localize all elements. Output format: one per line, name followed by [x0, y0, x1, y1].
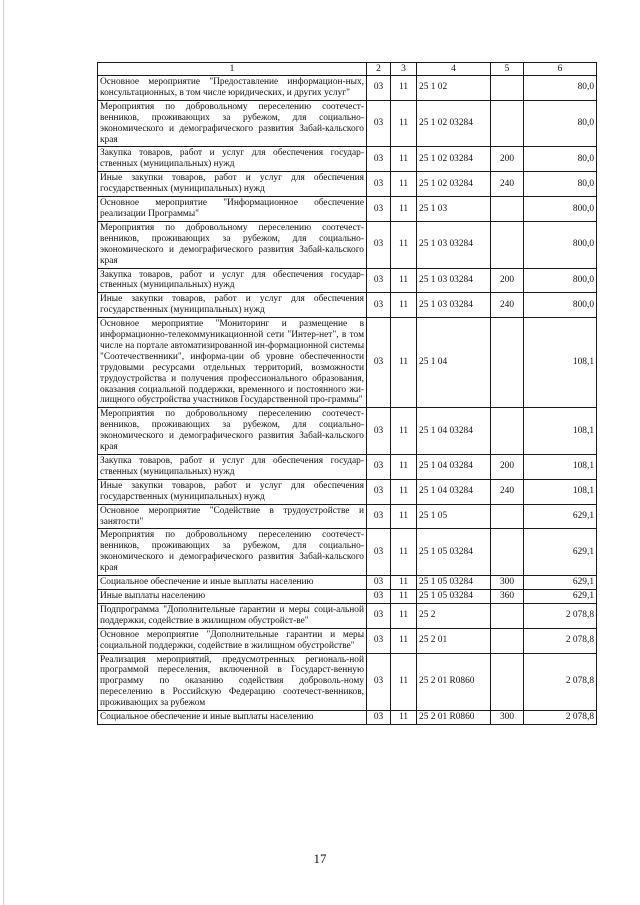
row-subsection: 11: [391, 268, 417, 293]
row-target-code: 25 1 05: [417, 504, 491, 529]
table-row: [98, 221, 597, 268]
row-subsection: 11: [391, 100, 417, 147]
row-expense-type: [491, 221, 524, 268]
table-row: [98, 147, 597, 172]
row-amount: 629,1: [524, 576, 597, 590]
row-subsection: 11: [391, 147, 417, 172]
row-section: 03: [367, 711, 391, 725]
row-section: 03: [367, 529, 391, 576]
row-expense-type: 200: [491, 147, 524, 172]
row-subsection: 11: [391, 455, 417, 480]
row-target-code: 25 1 04 03284: [417, 455, 491, 480]
row-name: Мероприятия по добровольному переселению соотечест-венников, проживающих за рубежом, для социально-экономического и демографического развития Забай-кальского края: [98, 408, 367, 455]
table-row: [98, 653, 597, 711]
row-expense-type: [491, 603, 524, 628]
header-col-2: 2: [367, 63, 391, 76]
table-row: [98, 589, 597, 603]
row-target-code: 25 1 02: [417, 76, 491, 101]
row-target-code: 25 1 03 03284: [417, 293, 491, 318]
header-col-6: 6: [524, 63, 597, 76]
row-target-code: 25 2 01 R0860: [417, 711, 491, 725]
row-section: 03: [367, 268, 391, 293]
row-name: Мероприятия по добровольному переселению соотечест-венников, проживающих за рубежом, для социально-экономического и демографического развития Забай-кальского края: [98, 529, 367, 576]
row-expense-type: [491, 628, 524, 653]
row-subsection: 11: [391, 628, 417, 653]
row-section: 03: [367, 318, 391, 408]
row-amount: 629,1: [524, 529, 597, 576]
row-target-code: 25 1 02 03284: [417, 100, 491, 147]
row-target-code: 25 2: [417, 603, 491, 628]
row-section: 03: [367, 504, 391, 529]
header-col-4: 4: [417, 63, 491, 76]
table-row: [98, 268, 597, 293]
row-expense-type: [491, 100, 524, 147]
row-amount: 108,1: [524, 455, 597, 480]
row-subsection: 11: [391, 529, 417, 576]
row-subsection: 11: [391, 221, 417, 268]
row-section: 03: [367, 455, 391, 480]
budget-table: [97, 62, 597, 725]
row-expense-type: [491, 76, 524, 101]
row-amount: 108,1: [524, 408, 597, 455]
row-section: 03: [367, 197, 391, 222]
row-subsection: 11: [391, 479, 417, 504]
table-row: [98, 603, 597, 628]
row-section: 03: [367, 293, 391, 318]
row-name: Иные закупки товаров, работ и услуг для обеспечения государственных (муниципальных) нужд: [98, 479, 367, 504]
table-row: [98, 504, 597, 529]
row-subsection: 11: [391, 293, 417, 318]
row-target-code: 25 1 03 03284: [417, 268, 491, 293]
row-subsection: 11: [391, 653, 417, 711]
row-amount: 80,0: [524, 147, 597, 172]
row-expense-type: 240: [491, 293, 524, 318]
row-expense-type: [491, 408, 524, 455]
row-expense-type: [491, 197, 524, 222]
row-target-code: 25 1 02 03284: [417, 147, 491, 172]
row-amount: 2 078,8: [524, 628, 597, 653]
row-amount: 80,0: [524, 76, 597, 101]
row-expense-type: 240: [491, 479, 524, 504]
row-amount: 800,0: [524, 293, 597, 318]
row-subsection: 11: [391, 576, 417, 590]
row-amount: 80,0: [524, 172, 597, 197]
table-row: [98, 479, 597, 504]
header-col-3: 3: [391, 63, 417, 76]
row-section: 03: [367, 628, 391, 653]
row-name: Социальное обеспечение и иные выплаты населению: [98, 711, 367, 725]
table-row: [98, 408, 597, 455]
row-subsection: 11: [391, 76, 417, 101]
table-row: [98, 76, 597, 101]
row-name: Закупка товаров, работ и услуг для обеспечения государ-ственных (муниципальных) нужд: [98, 455, 367, 480]
row-target-code: 25 1 05 03284: [417, 589, 491, 603]
row-amount: 629,1: [524, 504, 597, 529]
row-target-code: 25 1 03 03284: [417, 221, 491, 268]
table-row: [98, 711, 597, 725]
row-amount: 2 078,8: [524, 653, 597, 711]
row-name: Основное мероприятие "Дополнительные гарантии и меры социальной поддержки, содействие в жилищном обустройстве": [98, 628, 367, 653]
row-name: Основное мероприятие "Содействие в трудоустройстве и занятости": [98, 504, 367, 529]
row-subsection: 11: [391, 504, 417, 529]
row-expense-type: 300: [491, 711, 524, 725]
table-row: [98, 576, 597, 590]
page-number: 17: [313, 851, 327, 866]
row-name: Иные выплаты населению: [98, 589, 367, 603]
row-name: Закупка товаров, работ и услуг для обеспечения государ-ственных (муниципальных) нужд: [98, 268, 367, 293]
row-subsection: 11: [391, 172, 417, 197]
row-section: 03: [367, 147, 391, 172]
row-name: Мероприятия по добровольному переселению соотечест-венников, проживающих за рубежом, для социально-экономического и демографического развития Забай-кальского края: [98, 100, 367, 147]
table-row: [98, 628, 597, 653]
table-header-row: [98, 63, 597, 76]
row-amount: 800,0: [524, 221, 597, 268]
row-amount: 2 078,8: [524, 711, 597, 725]
row-amount: 80,0: [524, 100, 597, 147]
row-amount: 2 078,8: [524, 603, 597, 628]
header-col-5: 5: [491, 63, 524, 76]
table-row: [98, 293, 597, 318]
row-name: Основное мероприятие "Предоставление информацион-ных, консультационных, в том числе юридических, и других услуг": [98, 76, 367, 101]
row-name: Основное мероприятие "Мониторинг и размещение в информационно-телекоммуникационной сети "Интер-нет", в том числе на портале автоматизированной ин-формационной системы "Соотечественники", информа-ции об уровне обеспеченности трудовыми ресурсами отдельных территорий, возможности трудоустройства и получения профессионального образования, оказания социальной поддержки, временного и постоянного жи-лищного обустройства участников Государственной про-граммы": [98, 318, 367, 408]
row-expense-type: 200: [491, 455, 524, 480]
row-name: Подпрограмма "Дополнительные гарантии и меры соци-альной поддержки, содействие в жилищном обустройст-ве": [98, 603, 367, 628]
row-target-code: 25 1 04: [417, 318, 491, 408]
row-expense-type: [491, 318, 524, 408]
row-section: 03: [367, 603, 391, 628]
row-subsection: 11: [391, 589, 417, 603]
row-target-code: 25 1 04 03284: [417, 408, 491, 455]
row-name: Иные закупки товаров, работ и услуг для обеспечения государственных (муниципальных) нужд: [98, 172, 367, 197]
row-name: Реализация мероприятий, предусмотренных региональ-ной программой переселения, включенной в Государст-венную программу по оказанию содействия доброволь-ному переселению в Российскую Федерацию соотечест-венников, проживающих за рубежом: [98, 653, 367, 711]
table-row: [98, 318, 597, 408]
row-target-code: 25 1 03: [417, 197, 491, 222]
row-subsection: 11: [391, 408, 417, 455]
row-section: 03: [367, 76, 391, 101]
row-name: Мероприятия по добровольному переселению соотечест-венников, проживающих за рубежом, для социально-экономического и демографического развития Забай-кальского края: [98, 221, 367, 268]
row-section: 03: [367, 408, 391, 455]
row-amount: 800,0: [524, 268, 597, 293]
header-col-1: 1: [98, 63, 367, 76]
row-section: 03: [367, 221, 391, 268]
table-row: [98, 100, 597, 147]
row-name: Иные закупки товаров, работ и услуг для обеспечения государственных (муниципальных) нужд: [98, 293, 367, 318]
table-row: [98, 197, 597, 222]
row-subsection: 11: [391, 711, 417, 725]
row-expense-type: [491, 653, 524, 711]
row-amount: 629,1: [524, 589, 597, 603]
row-name: Основное мероприятие "Информационное обеспечение реализации Программы": [98, 197, 367, 222]
row-section: 03: [367, 653, 391, 711]
row-name: Закупка товаров, работ и услуг для обеспечения государ-ственных (муниципальных) нужд: [98, 147, 367, 172]
row-section: 03: [367, 589, 391, 603]
row-target-code: 25 2 01: [417, 628, 491, 653]
row-amount: 108,1: [524, 479, 597, 504]
row-section: 03: [367, 172, 391, 197]
row-name: Социальное обеспечение и иные выплаты населению: [98, 576, 367, 590]
table-row: [98, 172, 597, 197]
row-expense-type: [491, 504, 524, 529]
row-target-code: 25 1 05 03284: [417, 576, 491, 590]
row-target-code: 25 1 02 03284: [417, 172, 491, 197]
row-expense-type: 300: [491, 576, 524, 590]
row-section: 03: [367, 100, 391, 147]
row-amount: 108,1: [524, 318, 597, 408]
row-expense-type: 240: [491, 172, 524, 197]
row-subsection: 11: [391, 603, 417, 628]
row-amount: 800,0: [524, 197, 597, 222]
row-section: 03: [367, 479, 391, 504]
table-row: [98, 529, 597, 576]
row-expense-type: 360: [491, 589, 524, 603]
row-subsection: 11: [391, 197, 417, 222]
row-target-code: 25 2 01 R0860: [417, 653, 491, 711]
row-subsection: 11: [391, 318, 417, 408]
row-target-code: 25 1 04 03284: [417, 479, 491, 504]
row-expense-type: 200: [491, 268, 524, 293]
row-section: 03: [367, 576, 391, 590]
table-row: [98, 455, 597, 480]
scan-edge-line: [3, 0, 4, 905]
row-target-code: 25 1 05 03284: [417, 529, 491, 576]
row-expense-type: [491, 529, 524, 576]
